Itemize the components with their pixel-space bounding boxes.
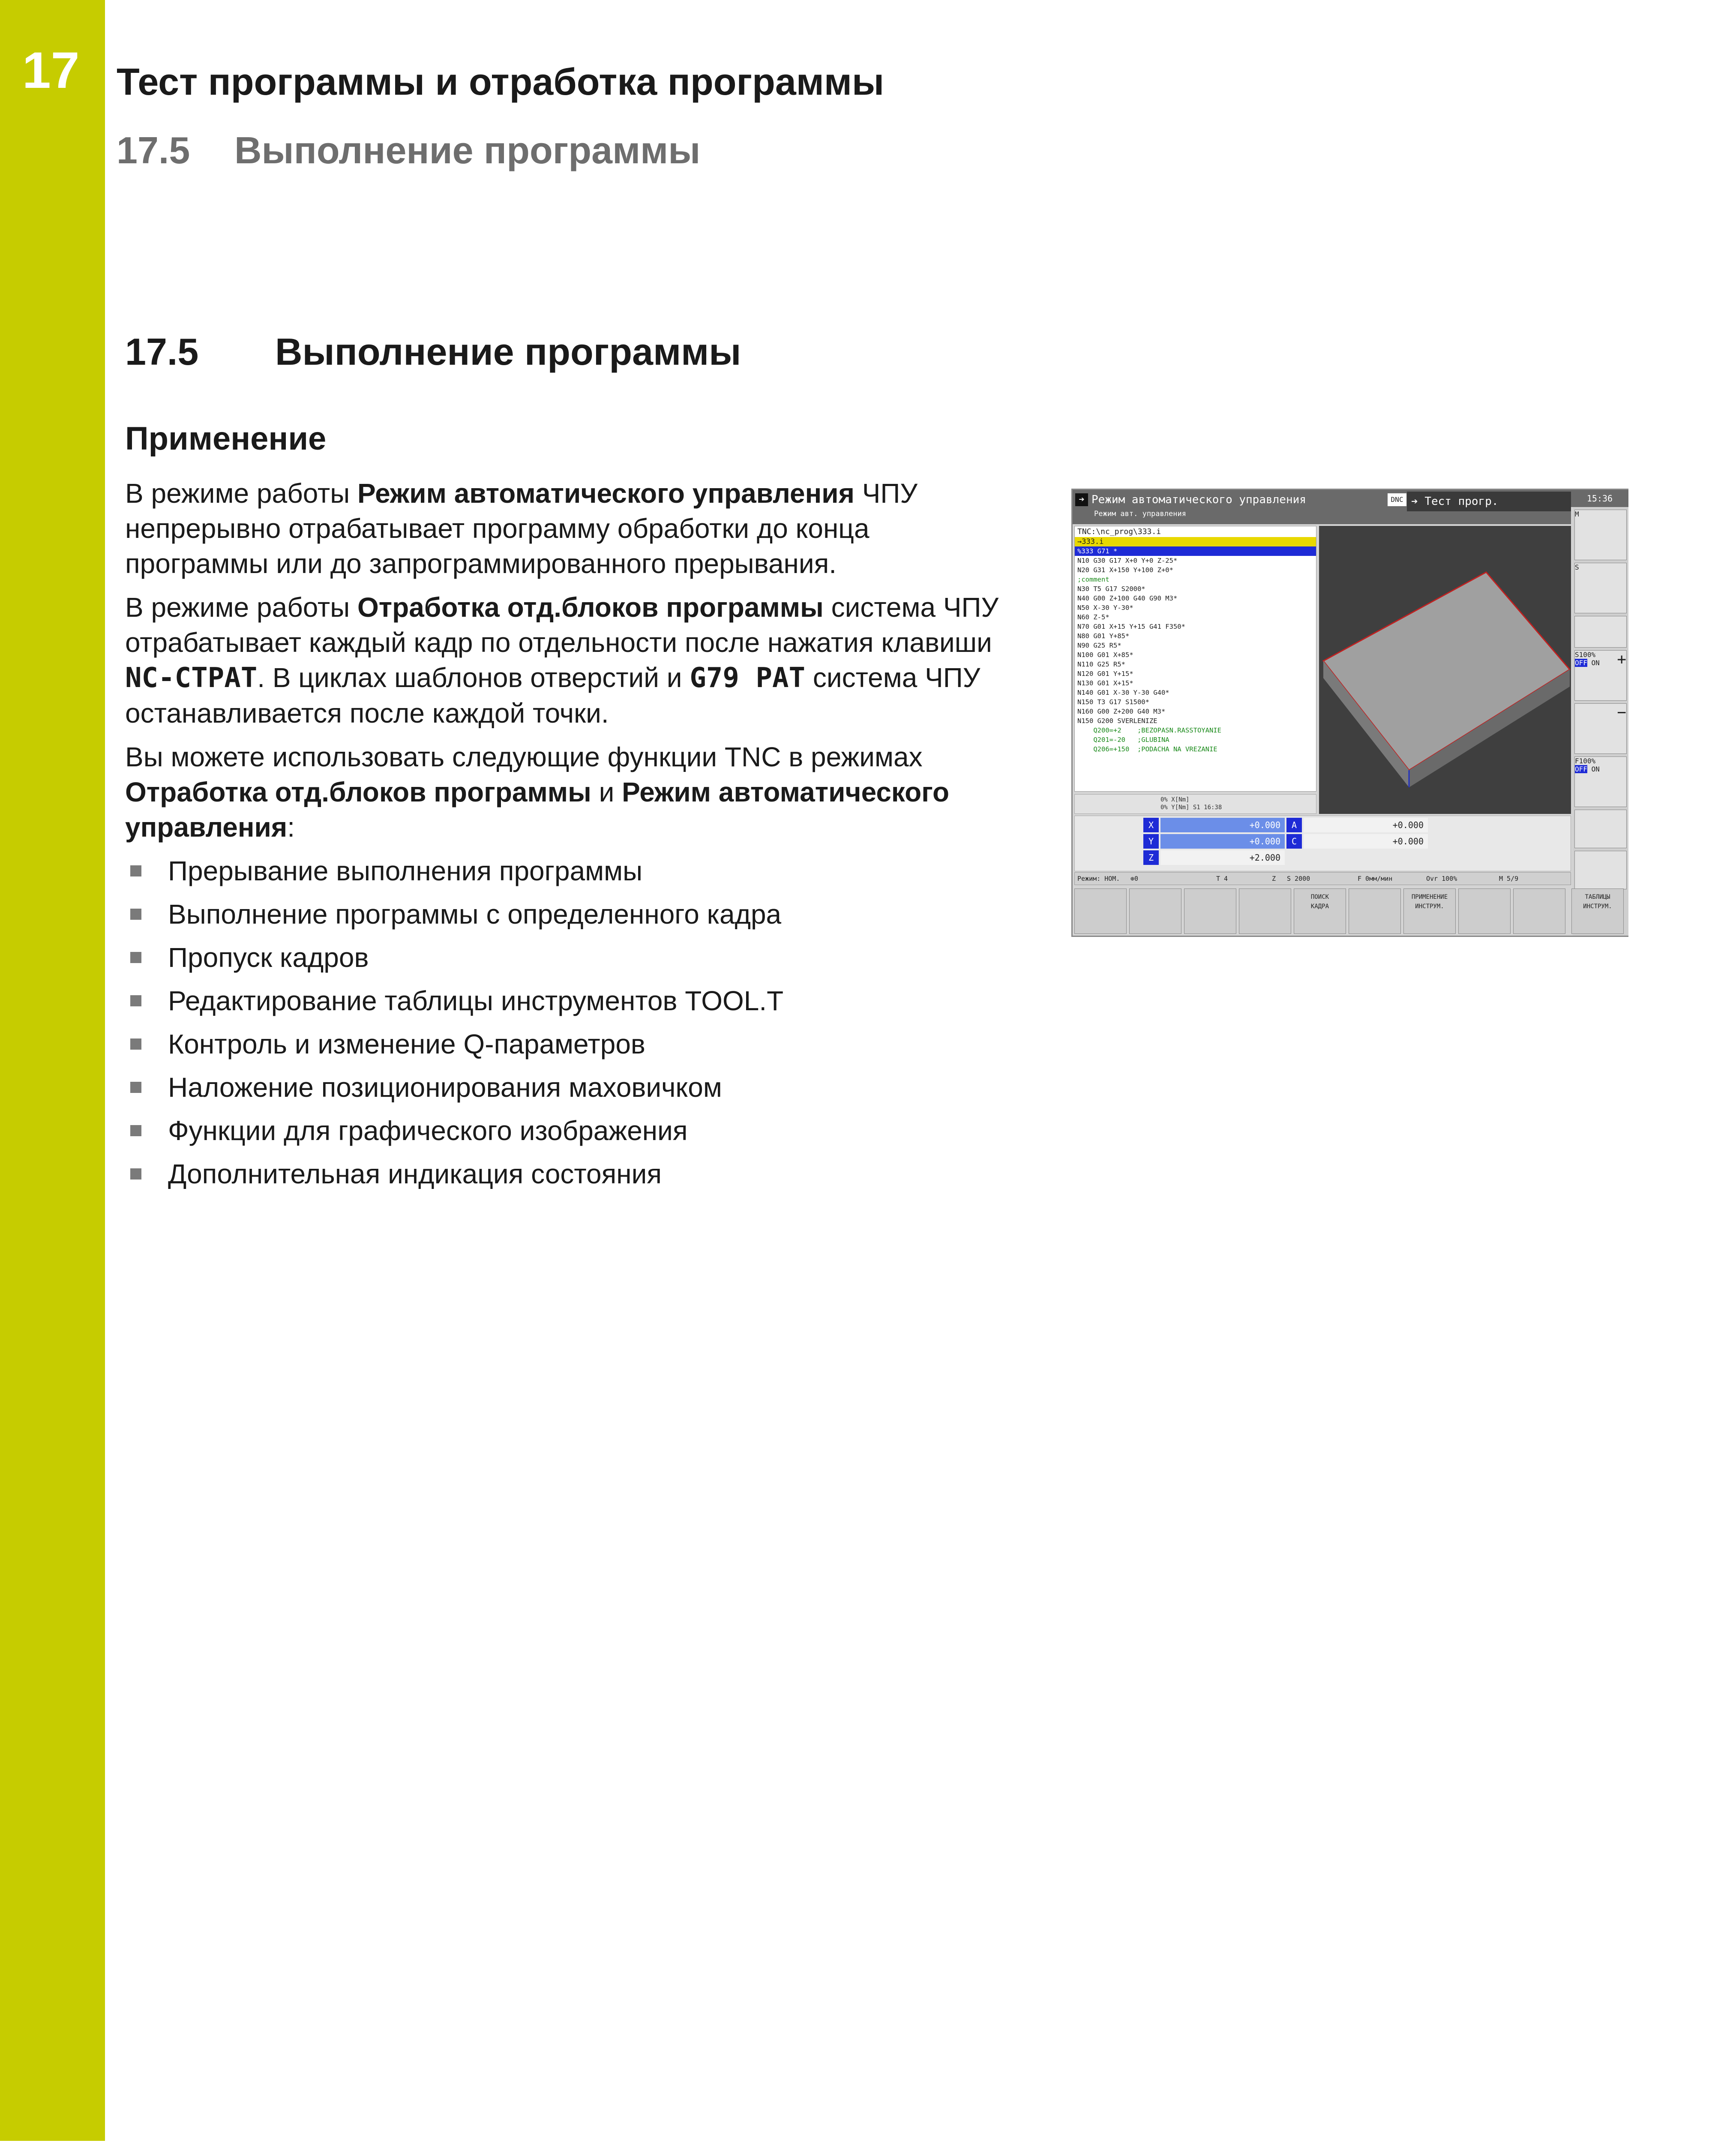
program-listing [1074,526,1316,792]
list-item-text: Выполнение программы с определенного кадра [168,899,782,930]
program-line: %333 G71 * [1075,546,1316,556]
paragraph-functions-intro [125,739,1016,845]
axis-value: +0.000 [1304,834,1428,849]
bullet-square-icon [130,865,141,876]
list-item-text: Прерывание выполнения программы [168,855,643,886]
softkey-label: ТАБЛИЦЫ [1585,894,1610,900]
program-line: N50 X-30 Y-30* [1077,604,1133,612]
info-override: Ovr 100% [1426,875,1457,882]
s-override-label: S100% [1575,651,1596,659]
minus-button[interactable] [1574,703,1627,754]
list-item [125,853,1016,888]
dnc-badge: DNC [1388,493,1406,506]
blank-button[interactable] [1574,616,1627,648]
program-line: N100 G01 X+85* [1077,651,1133,659]
axis-label: X [1143,818,1159,832]
program-line: N120 G01 Y+15* [1077,670,1133,678]
mode-arrow-icon: ➔ [1075,493,1088,506]
bullet-square-icon [130,952,141,963]
softkey-blank[interactable] [1129,888,1181,934]
axis-value: +0.000 [1160,818,1285,832]
bullet-square-icon [130,1125,141,1136]
m-function-button[interactable] [1574,510,1627,560]
list-item-text: Пропуск кадров [168,942,369,973]
bullet-square-icon [130,1038,141,1050]
program-line: N150 T3 G17 S1500* [1077,698,1149,706]
program-line: N30 T5 G17 S2000* [1077,585,1145,593]
chapter-number: 17 [22,42,80,99]
block-search-softkey[interactable] [1294,888,1346,934]
machine-softkey-column [1573,507,1628,936]
program-line: N70 G01 X+15 Y+15 G41 F350* [1077,623,1185,630]
info-zero: ⊕0 [1130,875,1139,882]
program-line: N140 G01 X-30 Y-30 G40* [1077,689,1169,696]
off-label: OFF [1575,765,1587,773]
program-line: Q206=+150 ;PODACHA NA VREZANIE [1077,745,1217,753]
axis-label: A [1286,818,1302,832]
program-line: Q200=+2 ;BEZOPASN.RASSTOYANIE [1077,726,1221,734]
list-item-text: Дополнительная индикация состояния [168,1159,662,1189]
program-line: N110 G25 R5* [1077,660,1125,668]
tool-tables-softkey[interactable] [1571,888,1624,934]
axis-value: +2.000 [1160,850,1285,865]
softkey-row [1074,888,1627,936]
list-item-text: Функции для графического изображения [168,1115,688,1146]
running-section-number: 17.5 [117,129,190,171]
screen-clock: 15:36 [1571,490,1628,507]
p1-post: ЧПУ непрерывно отрабатывает программу обработки до конца программы или до запрограммированного прерывания. [125,478,918,579]
info-tool: T 4 [1216,875,1228,882]
program-line: N90 G25 R5* [1077,642,1121,649]
axis-value: +0.000 [1304,818,1428,832]
running-section-title [117,129,700,172]
p2-mid: система ЧПУ отрабатывает каждый кадр по отдельности после нажатия клавиши [125,592,999,658]
softkey-label: ПРИМЕНЕНИЕ [1411,894,1448,900]
softkey-label: КАДРА [1310,903,1329,910]
p2-key: NC-СТРАТ [125,662,258,694]
bullet-square-icon [130,909,141,920]
chapter-title: Тест программы и отработка программы [117,60,884,103]
program-line: N160 G00 Z+200 G40 M3* [1077,708,1166,715]
section-heading [125,330,741,374]
section-label: Выполнение программы [275,330,741,373]
axis-label: C [1286,834,1302,849]
spindle-button[interactable] [1574,563,1627,613]
softkey-label: ИНСТРУМ. [1415,903,1444,910]
plus-icon: + [1617,651,1626,668]
bullet-square-icon [130,995,141,1006]
program-path: TNC:\nc_prog\333.i [1077,527,1161,536]
status-line-2: 0% Y[Nm] S1 16:38 [1160,804,1222,811]
paragraph-auto-mode [125,476,1016,581]
program-line: N130 G01 X+15* [1077,679,1133,687]
list-item [125,897,1016,932]
list-item [125,1026,1016,1062]
position-display [1074,816,1571,871]
subsection-heading: Применение [125,420,327,457]
info-feed: F 0мм/мин [1358,875,1393,882]
p3-pre: Вы можете использовать следующие функции TNC в режимах [125,741,923,772]
softkey-blank[interactable] [1184,888,1236,934]
test-mode-label: Тест прогр. [1424,495,1499,508]
program-line: N80 G01 Y+85* [1077,632,1130,640]
bullet-square-icon [130,1082,141,1093]
program-line: N150 G200 SVERLENIZE [1077,717,1157,725]
program-name-bar: →333.i [1075,537,1316,546]
p2-post: система ЧПУ останавливается после каждой точки. [125,662,980,729]
workpiece-graphic [1319,526,1571,814]
program-line: ;comment [1077,576,1109,583]
body-text [125,476,1016,1200]
list-item-text: Контроль и изменение Q-параметров [168,1029,645,1059]
p3-bold2: Режим автоматического управления [125,777,950,843]
axis-label: Y [1143,834,1159,849]
softkey-blank[interactable] [1349,888,1401,934]
softkey-label: ПОИСК [1310,894,1329,900]
list-item [125,983,1016,1018]
screen-mode-title: Режим автоматического управления [1091,493,1306,506]
on-label: ON [1591,765,1600,773]
softkey-blank[interactable] [1074,888,1127,934]
p2-bold: Отработка отд.блоков программы [357,592,824,623]
p2-key2: G79 PAT [690,662,806,694]
screen-mode-bar [1073,490,1571,524]
chapter-sidebar [0,0,105,2141]
minus-icon: − [1617,704,1626,721]
function-list [125,853,1016,1192]
p1-pre: В режиме работы [125,478,357,509]
list-item [125,1113,1016,1148]
program-lines [1075,546,1316,754]
program-line: N40 G00 Z+100 G40 G90 M3* [1077,594,1178,602]
p3-post: : [287,812,295,843]
program-line: N60 Z-5* [1077,613,1109,621]
spindle-override-button[interactable] [1574,650,1627,701]
list-item-text: Редактирование таблицы инструментов TOOL.T [168,985,784,1016]
m-label: M [1575,510,1579,518]
softkey-blank[interactable] [1458,888,1511,934]
p2-mid2: . В циклах шаблонов отверстий и [257,662,690,693]
workpiece-3d-icon [1319,526,1571,814]
info-mode: Режим: НОМ. [1077,875,1120,882]
s-label: S [1575,563,1579,571]
softkey-blank[interactable] [1239,888,1291,934]
p3-bold1: Отработка отд.блоков программы [125,777,591,807]
off-label: OFF [1575,659,1587,667]
on-label: ON [1591,659,1600,667]
section-number: 17.5 [125,330,199,373]
blank-button[interactable] [1574,851,1627,889]
status-line-1: 0% X[Nm] [1160,796,1190,803]
bullet-square-icon [130,1168,141,1180]
axis-value: +0.000 [1160,834,1285,849]
info-spindle-axis: Z [1272,875,1276,882]
list-item [125,940,1016,975]
screen-mode-subtitle: Режим авт. управления [1094,510,1186,518]
axis-label: Z [1143,850,1159,865]
running-section-label: Выполнение программы [234,129,701,171]
f-override-label: F100% [1575,757,1596,765]
program-line: N20 G31 X+150 Y+100 Z+0* [1077,566,1173,574]
p2-pre: В режиме работы [125,592,357,623]
softkey-blank[interactable] [1513,888,1565,934]
softkey-label: ИНСТРУМ. [1583,903,1612,910]
list-item [125,1070,1016,1105]
program-line: N10 G30 G17 X+0 Y+0 Z-25* [1077,557,1178,564]
tool-apply-softkey[interactable] [1403,888,1456,934]
program-line: Q201=-20 ;GLUBINA [1077,736,1169,744]
info-m-function: M 5/9 [1499,875,1519,882]
p1-bold: Режим автоматического управления [357,478,855,509]
list-item [125,1156,1016,1192]
p3-mid: и [591,777,622,807]
feed-override-button[interactable] [1574,756,1627,807]
status-readout [1074,794,1316,814]
list-item-text: Наложение позиционирования маховичком [168,1072,722,1103]
blank-button[interactable] [1574,810,1627,848]
tnc-screen-screenshot [1071,489,1628,937]
paragraph-single-block [125,590,1016,731]
screen-test-mode [1407,492,1571,511]
machine-info-bar [1074,872,1571,885]
test-arrow-icon: ➔ [1411,495,1425,508]
info-speed: S 2000 [1287,875,1310,882]
